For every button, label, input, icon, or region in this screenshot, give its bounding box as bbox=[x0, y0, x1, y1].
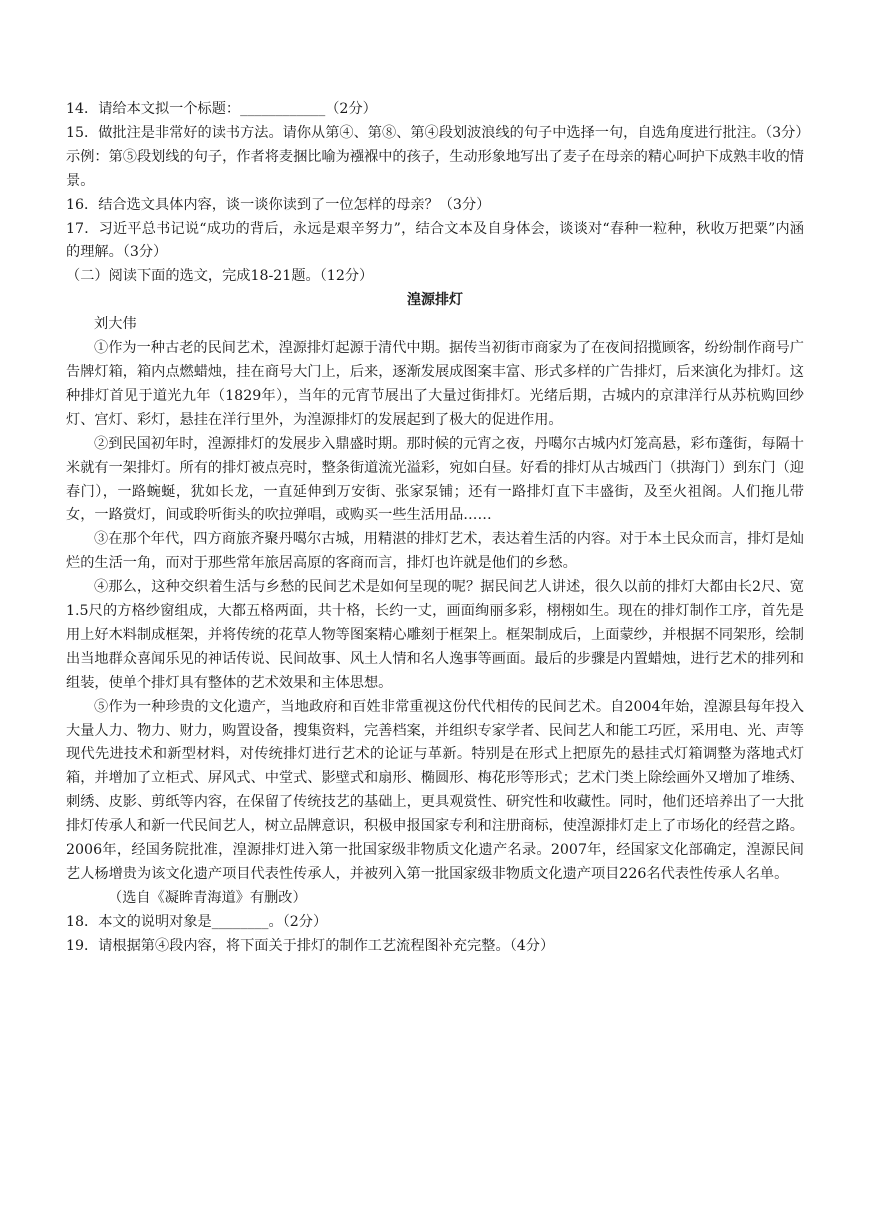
paragraph-3: ③在那个年代，四方商旅齐聚丹噶尔古城，用精湛的排灯艺术，表达着生活的内容。对于本土民众而言，排灯是灿烂的生活一角，而对于那些常年旅居高原的客商而言，排灯也许就是他们的乡愁。 bbox=[66, 531, 804, 572]
question-19: 19．请根据第④段内容，将下面关于排灯的制作工艺流程图补充完整。（4分） bbox=[66, 937, 555, 954]
paragraph-4: ④那么，这种交织着生活与乡愁的民间艺术是如何呈现的呢？据民间艺人讲述，很久以前的排灯大都由长2尺、宽1.5尺的方格纱窗组成，大都五格两面，共十格，长约一丈，画面绚丽多彩，栩栩如生。现在的排灯制作工序，首先是用上好木料制成框架，并将传统的花草人物等图案精心雕刻于框架上。框架制成后，上面蒙纱，并根据不同架形，绘制出当地群众喜闻乐见的神话传说、民间故事、风土人情和名人逸事等画面。最后的步骤是内置蜡烛，进行艺术的排列和组装，使单个排灯具有整体的艺术效果和主体思想。 bbox=[66, 579, 804, 691]
paragraph-1: ①作为一种古老的民间艺术，湟源排灯起源于清代中期。据传当初街市商家为了在夜间招揽顾客，纷纷制作商号广告牌灯箱，箱内点燃蜡烛，挂在商号大门上，后来，逐渐发展成图案丰富、形式多样的广告排灯，后来演化为排灯。这种排灯首见于道光九年（1829年），当年的元宵节展出了大量过街排灯。光绪后期，古城内的京津洋行从苏杭购回纱灯、宫灯、彩灯，悬挂在洋行里外，为湟源排灯的发展起到了极大的促进作用。 bbox=[66, 340, 804, 428]
question-18: 18．本文的说明对象是________。（2分） bbox=[66, 913, 328, 930]
question-15-example: 示例：第⑤段划线的句子，作者将麦捆比喻为襁褓中的孩子，生动形象地写出了麦子在母亲的精心呵护下成熟丰收的情景。 bbox=[66, 148, 804, 189]
section-heading: （二）阅读下面的选文，完成18-21题。（12分） bbox=[66, 268, 374, 285]
question-14: 14．请给本文拟一个标题：____________（2分） bbox=[66, 101, 377, 117]
article-source: （选自《凝眸青海道》有删改） bbox=[108, 889, 307, 906]
document-page bbox=[66, 98, 810, 959]
paragraph-5: ⑤作为一种珍贵的文化遗产，当地政府和百姓非常重视这份代代相传的民间艺术。自2004年始，湟源县每年投入大量人力、物力、财力，购置设备，搜集资料，完善档案，并组织专家学者、民间艺人和能工巧匠，采用电、光、声等现代先进技术和新型材料，对传统排灯进行艺术的论证与革新。特别是在形式上把原先的悬挂式灯箱调整为落地式灯箱，并增加了立柜式、屏风式、中堂式、影壁式和扇形、椭圆形、梅花形等形式；艺术门类上除绘画外又增加了堆绣、刺绣、皮影、剪纸等内容，在保留了传统技艺的基础上，更具观赏性、研究性和收藏性。同时，他们还培养出了一大批排灯传承人和新一代民间艺人，树立品牌意识，积极申报国家专利和注册商标，使湟源排灯走上了市场化的经营之路。2006年，经国务院批准，湟源排灯进入第一批国家级非物质文化遗产名录。2007年，经国家文化部确定，湟源民间艺人杨增贵为该文化遗产项目代表性传承人，并被列入第一批国家级非物质文化遗产项目226名代表性传承人名单。 bbox=[66, 698, 804, 882]
article-title: 湟源排灯 bbox=[407, 292, 463, 309]
question-15: 15．做批注是非常好的读书方法。请你从第④、第⑧、第④段划波浪线的句子中选择一句，自选角度进行批注。（3分） bbox=[66, 124, 810, 141]
question-17: 17．习近平总书记说“成功的背后，永远是艰辛努力”，结合文本及自身体会，谈谈对“春种一粒种，秋收万把粟”内涵的理解。（3分） bbox=[66, 220, 804, 261]
question-16: 16．结合选文具体内容，谈一谈你读到了一位怎样的母亲？（3分） bbox=[66, 196, 491, 213]
article-author: 刘大伟 bbox=[94, 316, 137, 333]
paragraph-2: ②到民国初年时，湟源排灯的发展步入鼎盛时期。那时候的元宵之夜，丹噶尔古城内灯笼高悬，彩布蓬街，每隔十米就有一架排灯。所有的排灯被点亮时，整条街道流光溢彩，宛如白昼。好看的排灯从古城西门（拱海门）到东门（迎春门），一路蜿蜒，犹如长龙，一直延伸到万安街、张家泵铺；还有一路排灯直下丰盛街，及至火祖阁。人们拖儿带女，一路赏灯，间或聆听街头的吹拉弹唱，或购买一些生活用品…… bbox=[66, 435, 804, 524]
